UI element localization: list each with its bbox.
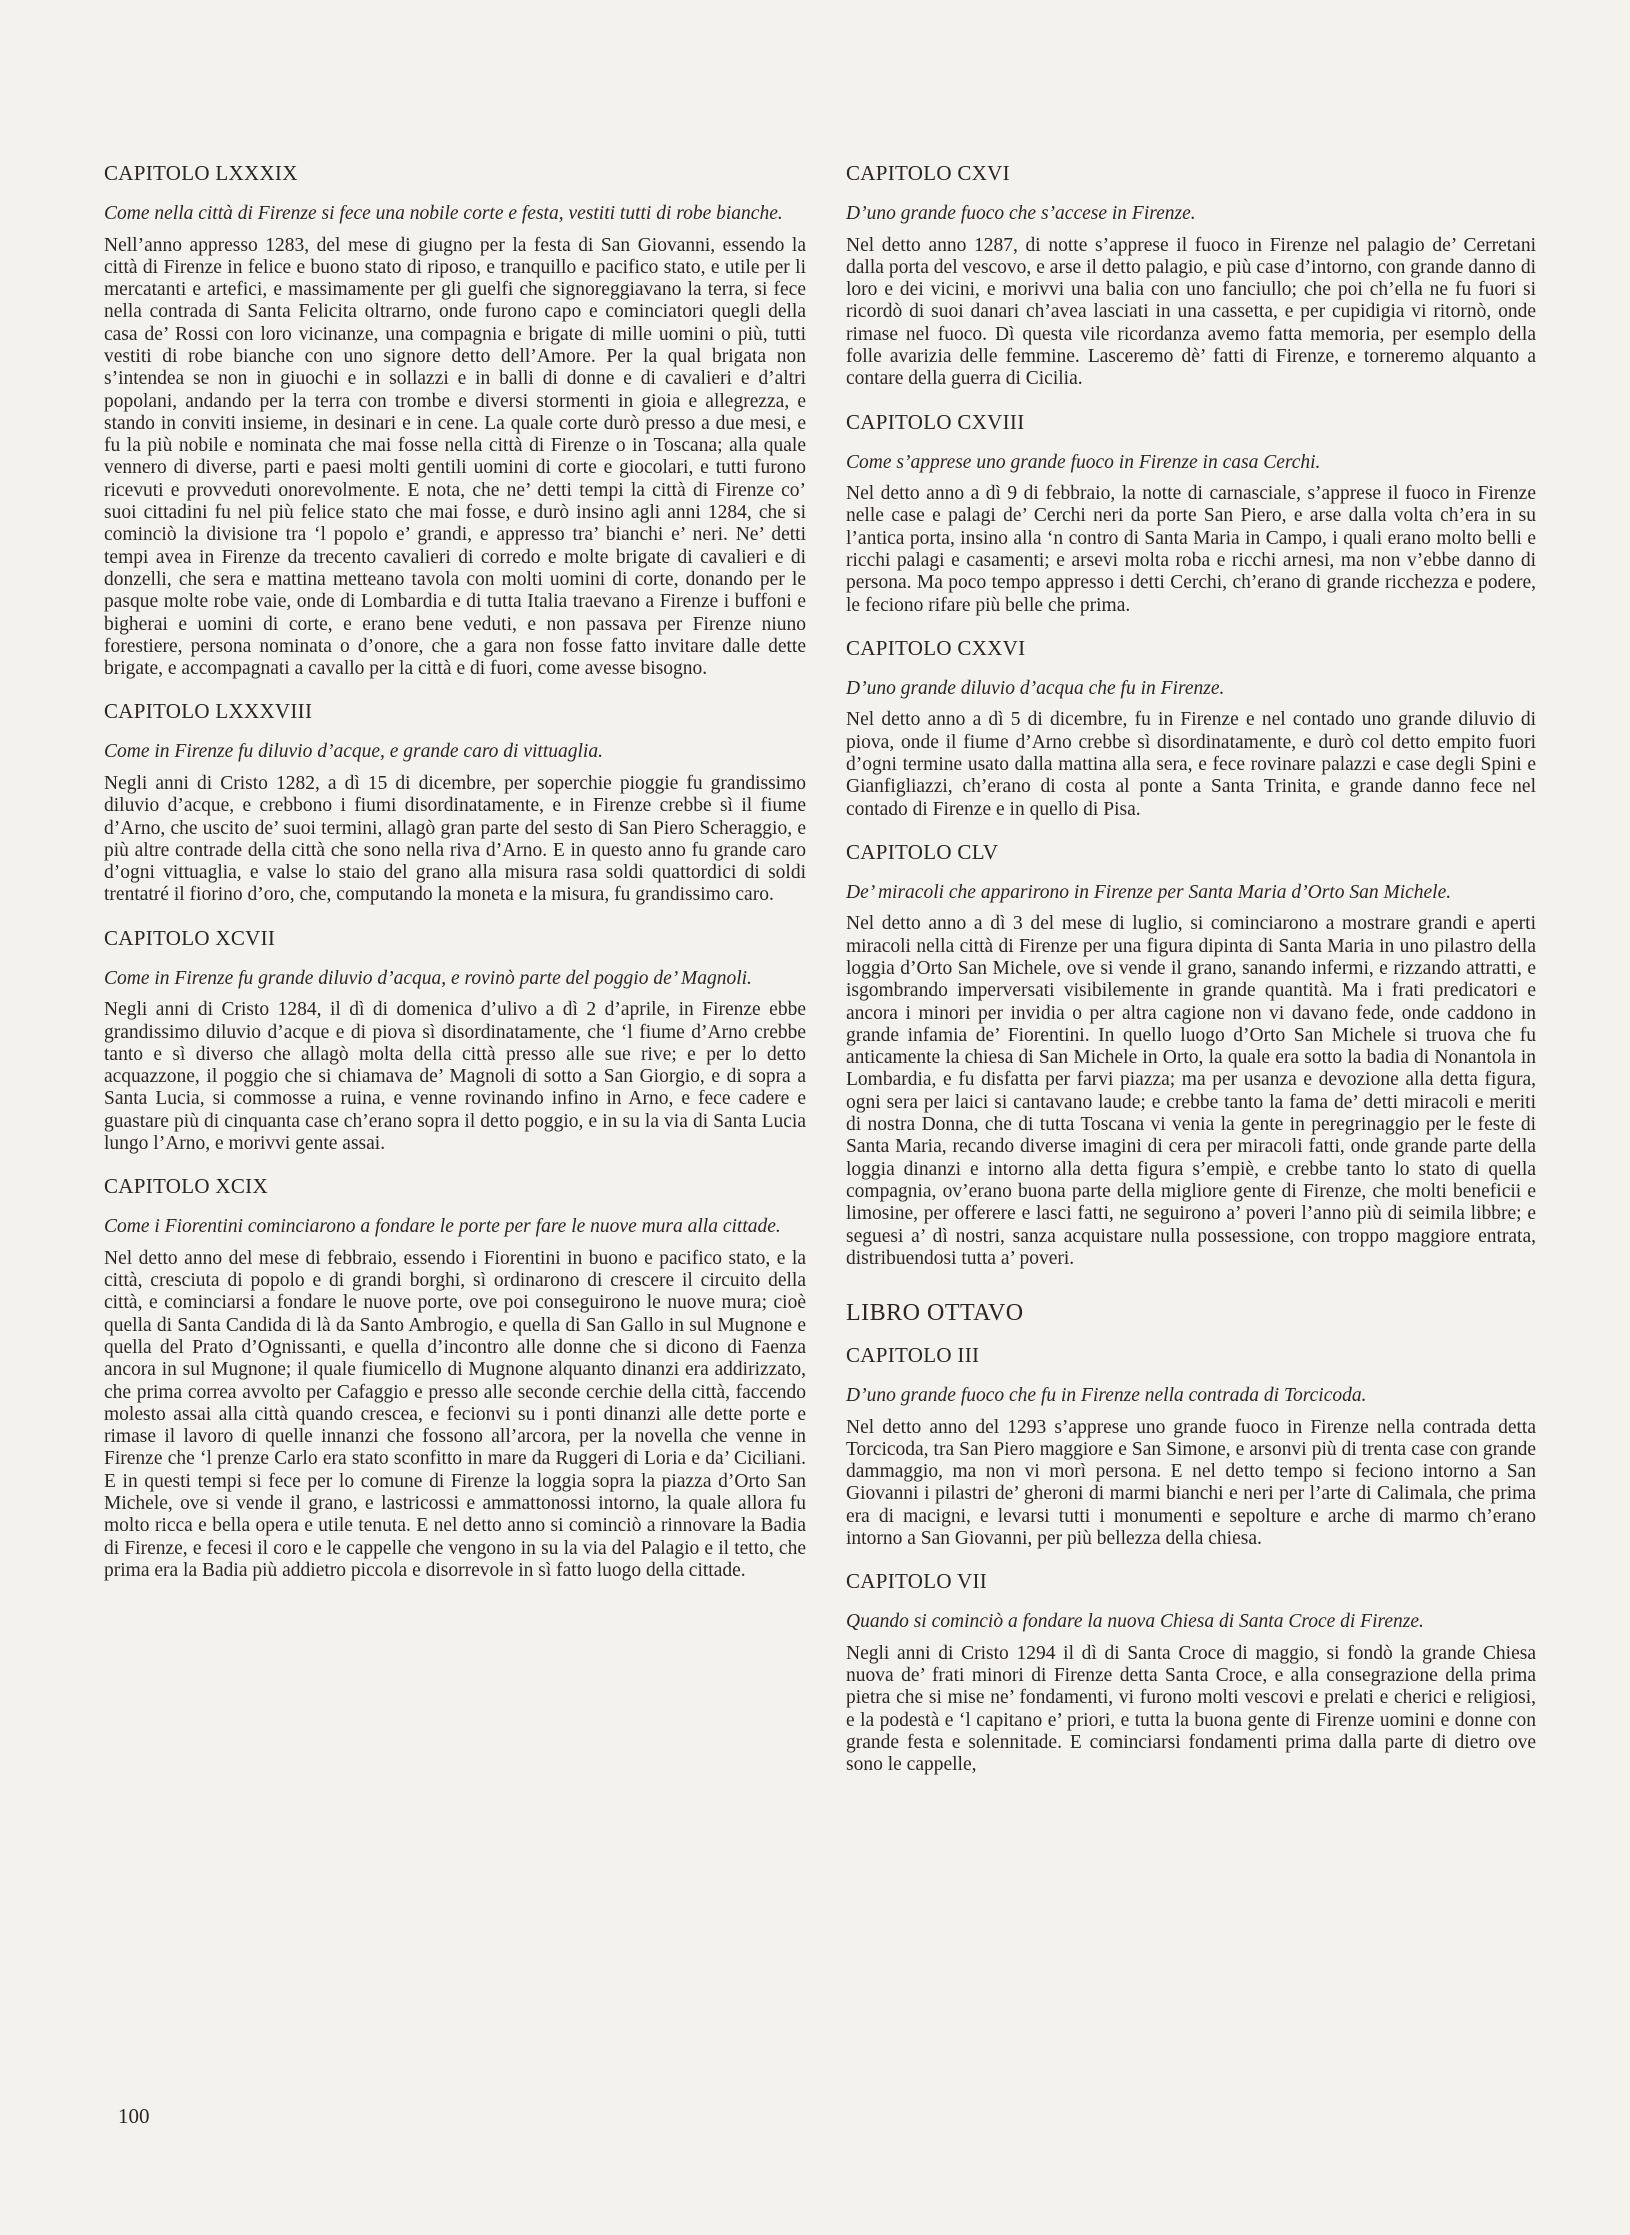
chapter-cxviii [846, 409, 1536, 617]
chapter-clv [846, 839, 1536, 1270]
chapter-body: Nel detto anno a dì 5 di dicembre, fu in Firenze e nel contado uno grande diluvio di piova, onde il fiume d’Arno crebbe sì disordinatamente, e durò col detto empito fuori d’ogni termine usato dalla mattina alla sera, e fece rovinare palazzi e case degli Spini e Gianfigliazzi, ch’erano di costa al ponte a Santa Trinita, e grande danno fece nel contado di Firenze e in quello di Pisa. [846, 709, 1536, 820]
chapter-title: CAPITOLO III [846, 1343, 980, 1368]
chapter-subtitle: Quando si cominciò a fondare la nuova Chiesa di Santa Croce di Firenze. [846, 1611, 1424, 1633]
right-column [846, 160, 1536, 1795]
chapter-subtitle: Come in Firenze fu diluvio d’acque, e grande caro di vittuaglia. [104, 741, 603, 763]
chapter-body: Nel detto anno a dì 3 del mese di luglio, si cominciarono a mostrare grandi e aperti miracoli nella città di Firenze per una figura dipinta di Santa Maria in uno pilastro della loggia d’Orto San Michele, ove si vende il grano, sanando infermi, e rizzando attratti, e isgombrando imperversati visibilemente in grande quantità. Ma i frati predicatori e ancora i minori per invidia o per altra cagione non vi davano fede, onde caddono in grande infamia de’ Fiorentini. In quello luogo d’Orto San Michele si truova che fu anticamente la chiesa di San Michele in Orto, la quale era sotto la badia di Nonantola in Lombardia, e fu disfatta per farvi piazza; ma per usanza e devozione alla detta figura, ogni sera per laici si cantavano laude; e crebbe tanto la fama de’ detti miracoli e meriti di nostra Donna, che di tutta Toscana vi venia la gente in peregrinaggio per le feste di Santa Maria, recando diverse imagini di cera per miracoli fatti, onde grande parte della loggia dinanzi e intorno alla detta figura s’empiè, e crebbe tanto lo stato di quella compagnia, ov’erano buona parte della migliore gente di Firenze, che molti beneficii e limosine, per offerere e lasci fatti, ne seguirono a’ poveri l’anno più di seimila libbre; e seguesi a’ dì nostri, sanza acquistare nulla possessione, con troppo maggiore entrata, distribuendosi tutta a’ poveri. [846, 913, 1536, 1269]
chapter-body: Negli anni di Cristo 1284, il dì di domenica d’ulivo a dì 2 d’aprile, in Firenze ebbe grandissimo diluvio d’acque e di piova sì disordinatamente, che ‘l fiume d’Arno crebbe tanto e sì diverso che allagò molta della città presso alle sue rive; e per lo detto acquazzone, il poggio che si chiamava de’ Magnoli di sotto a San Giorgio, e di sopra a Santa Lucia, si commosse a ruina, e venne rovinando infino in Arno, e fece cadere e guastare più di cinquanta case ch’erano sopra il detto poggio, e in su la via di Santa Lucia lungo l’Arno, e morivvi gente assai. [104, 999, 806, 1154]
chapter-cxxvi [846, 635, 1536, 821]
chapter-subtitle: D’uno grande diluvio d’acqua che fu in Firenze. [846, 677, 1225, 699]
chapter-title: CAPITOLO XCIX [104, 1174, 268, 1199]
chapter-lxxxviii [104, 698, 806, 906]
chapter-vii [846, 1568, 1536, 1776]
chapter-body: Nel detto anno del mese di febbraio, essendo i Fiorentini in buono e pacifico stato, e la città, cresciuta di popolo e di grandi borghi, sì ordinarono di crescere il circuito della città, e cominciarsi a fondare le nuove porte, ove poi conseguirono le nuove mura; cioè quella di Santa Candida di là da Santo Ambrogio, e quella di San Gallo in sul Mugnone e quella del Prato d’Ognissanti, e quella d’incontro alle donne che si dicono di Faenza ancora in sul Mugnone; il quale fiumicello di Mugnone alquanto dinanzi era addirizzato, che prima correa avvolto per Cafaggio e presso alle seconde cerchie della città, faccendo molesto assai alla città quando crescea, e fecionvi su i ponti dinanzi alle dette porte e rimase il lavoro di quelle innanzi che fossono all’arcora, per la novella che venne in Firenze che ‘l prenze Carlo era stato sconfitto in mare da Ruggeri di Loria e da’ Ciciliani. E in questi tempi si fece per lo comune di Firenze la loggia sopra la piazza d’Orto San Michele, ove si vende il grano, e lastricossi e ammattonossi intorno, la quale allora fu molto ricca e bella opera e utile tenuta. E nel detto anno si cominciò a rinnovare la Badia di Firenze, e fecesi il coro e le cappelle che vengono in su la via del Palagio e il tetto, che prima era la Badia più addietro piccola e disorrevole in sì fatto luogo della cittade. [104, 1247, 806, 1581]
chapter-body: Nel detto anno del 1293 s’apprese uno grande fuoco in Firenze nella contrada detta Torcicoda, tra San Piero maggiore e San Simone, e arsonvi più di trenta case con grande dammaggio, ma non vi morì persona. E nel detto tempo si feciono intorno a San Giovanni i pilastri de’ gheroni di marmi bianchi e neri per l’arte di Calimala, che prima era di macigni, e levarsi tutti i monumenti e sepolture e arche di marmo ch’erano intorno a San Giovanni, per più bellezza della chiesa. [846, 1416, 1536, 1550]
chapter-xcvii [104, 925, 806, 1156]
chapter-body: Negli anni di Cristo 1294 il dì di Santa Croce di maggio, si fondò la grande Chiesa nuova de’ frati minori di Firenze detta Santa Croce, e alla consegrazione della prima pietra che si mise ne’ fondamenti, vi furono molti vescovi e prelati e cherici e religiosi, e la podestà e ‘l capitano e’ priori, e tutta la buona gente di Firenze uomini e donne con grande festa e solennitade. E cominciarsi fondamenti prima dalla parte di dietro ove sono le cappelle, [846, 1642, 1536, 1776]
chapter-body: Nel detto anno a dì 9 di febbraio, la notte di carnasciale, s’apprese il fuoco in Firenze nelle case e palagi de’ Cerchi neri da porte San Piero, e arse dalla volta ch’era in su l’antica porta, insino alla ‘n contro di Santa Maria in Campo, i quali erano molto belli e ricchi palagi e casamenti; e arsevi molta roba e ricchi arnesi, ma non v’ebbe danno di persona. Ma poco tempo appresso i detti Cerchi, ch’erano di grande ricchezza e podere, le feciono rifare più belle che prima. [846, 483, 1536, 616]
chapter-xcix [104, 1173, 806, 1582]
chapter-subtitle: D’uno grande fuoco che fu in Firenze nella contrada di Torcicoda. [846, 1385, 1367, 1407]
page-number: 100 [118, 2104, 150, 2128]
chapter-title: CAPITOLO XCVII [104, 925, 276, 950]
chapter-title: CAPITOLO CXVI [846, 161, 1010, 185]
chapter-title: CAPITOLO LXXXVIII [104, 699, 313, 724]
chapter-title: CAPITOLO CXVIII [846, 409, 1025, 434]
chapter-title: CAPITOLO CXXVI [846, 635, 1026, 660]
chapter-subtitle: Come nella città di Firenze si fece una nobile corte e festa, vestiti tutti di robe bianche. [104, 203, 783, 224]
chapter-body: Nell’anno appresso 1283, del mese di giugno per la festa di San Giovanni, essendo la città di Firenze in felice e buono stato di riposo, e tranquillo e pacifico stato, e utile per li mercatanti e artefici, e massimamente per gli guelfi che signoreggiavano la terra, si fece nella contrada di Santa Felicita oltrarno, onde furono capo e cominciatori quegli della casa de’ Rossi con loro vicinanze, una compagnia e brigate di mille uomini o più, tutti vestiti di robe bianche con uno signore detto dell’Amore. Per la qual brigata non s’intendea se non in giuochi e in sollazzi e in balli di donne e di cavalieri e d’altri popolani, andando per la terra con trombe e diversi stormenti in gioia e allegrezza, e stando in conviti insieme, in desinari e in cene. La quale corte durò presso a due mesi, e fu la più nobile e nominata che mai fosse nella città di Firenze o in Toscana; alla quale vennero di diverse, parti e paesi molti gentili uomini di corte e giocolari, e tutti furono ricevuti e provveduti onorevolmente. E nota, che ne’ detti tempi la città di Firenze co’ suoi cittadini fu nel più felice stato che mai fosse, e durò insino agli anni 1284, che si cominciò la divisione tra ‘l popolo e’ grandi, e appresso tra’ bianchi e’ neri. Ne’ detti tempi avea in Firenze da trecento cavalieri di corredo e molte brigate di cavalieri e di donzelli, che sera e mattina metteano tavola con molti uomini di corte, donando per le pasque molte robe vaie, onde di Lombardia e di tutta Italia traevano a Firenze i buffoni e bigherai e uomini di corte, e erano bene veduti, e non passava per Firenze niuno forestiere, persona nominata o d’onore, che a gara non fosse fatto invitare dalle dette brigate, e accompagnati a cavallo per la città e di fuori, come avesse bisogno. [104, 234, 806, 680]
chapter-body: Negli anni di Cristo 1282, a dì 15 di dicembre, per soperchie pioggie fu grandissimo diluvio d’acque, e crebbono i fiumi disordinatamente, e in Firenze crebbe sì il fiume d’Arno, che uscito de’ suoi termini, allagò gran parte del sesto di San Piero Scheraggio, e più altre contrade della città che sono nella riva d’Arno. E in questo anno fu grande caro d’ogni vittuaglia, e valse lo staio del grano alla misura rasa soldi quattordici di soldi trentatré il fiorino d’oro, che, computando la moneta e la misura, fu grandissimo caro. [104, 772, 806, 906]
chapter-title: CAPITOLO CLV [846, 839, 999, 864]
left-column [104, 160, 806, 1600]
chapter-subtitle: De’ miracoli che apparirono in Firenze per Santa Maria d’Orto San Michele. [846, 881, 1452, 903]
chapter-iii [846, 1342, 1536, 1550]
chapter-lxxxix [104, 160, 806, 680]
chapter-cxvi [846, 160, 1536, 391]
book-title: LIBRO OTTAVO [846, 1300, 1024, 1327]
chapter-subtitle: D’uno grande fuoco che s’accese in Firenze. [846, 203, 1196, 224]
chapter-subtitle: Come s’apprese uno grande fuoco in Firenze in casa Cerchi. [846, 451, 1321, 473]
chapter-subtitle: Come i Fiorentini cominciarono a fondare le porte per fare le nuove mura alla cittade. [104, 1216, 781, 1238]
chapter-body: Nel detto anno 1287, di notte s’apprese il fuoco in Firenze nel palagio de’ Cerretani dalla porta del vescovo, e arse il detto palagio, e più case d’intorno, con grande danno di loro e dei vicini, e morivvi una balia con uno fanciullo; che poi ch’ella ne fu fuori si ricordò di suoi danari ch’avea lasciati in una cassetta, e per cupidigia vi ritornò, onde rimase nel fuoco. Dì questa vile ricordanza avemo fatta memoria, per esemplo della folle avarizia delle femmine. Lasceremo dè’ fatti di Firenze, e torneremo alquanto a contare della guerra di Cicilia. [846, 234, 1536, 390]
chapter-title: CAPITOLO VII [846, 1569, 988, 1594]
chapter-title: CAPITOLO LXXXIX [104, 161, 298, 185]
chapter-subtitle: Come in Firenze fu grande diluvio d’acqua, e rovinò parte del poggio de’ Magnoli. [104, 967, 752, 989]
